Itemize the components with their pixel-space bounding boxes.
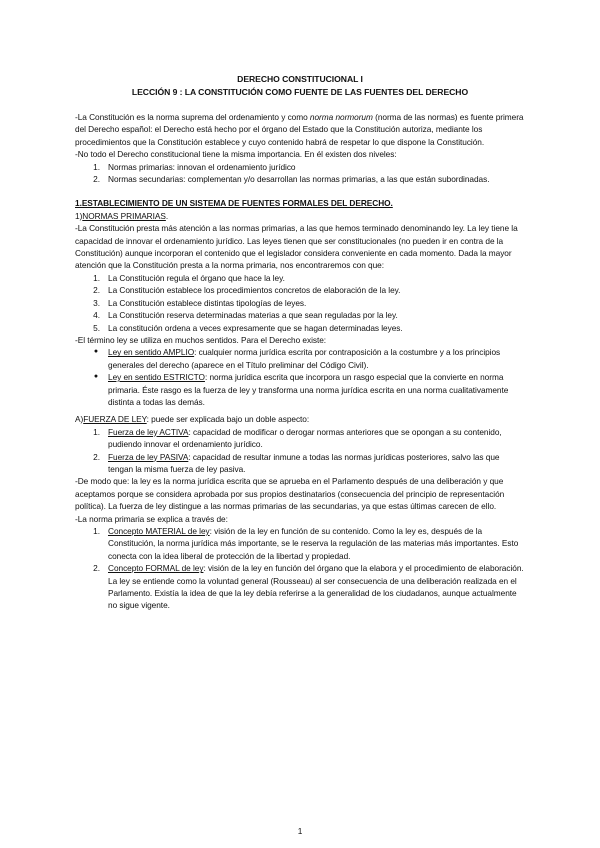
list-item: 2. Fuerza de ley PASIVA: capacidad de resultar inmune a todas las normas jurídicas posteriores, salvo las que tengan la misma fuerza de ley pasiva.: [93, 451, 500, 474]
course-title: DERECHO CONSTITUCIONAL I: [237, 74, 363, 84]
lesson-title: LECCIÓN 9 : LA CONSTITUCIÓN COMO FUENTE DE LAS FUENTES DEL DERECHO: [131, 87, 469, 97]
bullet-item: ● Ley en sentido ESTRICTO: norma jurídica escrita que incorpora un rasgo especial que la convierte en norma primaria. Éste rasgo es la fuerza de ley y transforma una norma jurídica escrita en una norma cualitativamente distinta a todas las demás.: [93, 372, 509, 407]
list-item: 2. Normas secundarias: complementan y/o desarrollan las normas primarias, a las que están subordinadas.: [93, 174, 490, 185]
bullet-item: ● Ley en sentido AMPLIO: cualquier norma jurídica escrita por contraposición a la costumbre y a los principios generales del derecho (aparece en el Título preliminar del Código Civil).: [93, 347, 501, 370]
paragraph: -El término ley se utiliza en muchos sentidos. Para el Derecho existe:: [75, 334, 327, 345]
list-item: 3. La Constitución establece distintas tipologías de leyes.: [93, 297, 307, 308]
list-item: 2. Concepto FORMAL de ley: visión de la ley en función del órgano que la elabora y el procedimiento de elaboración. La ley se entiende como la voluntad general (Rousseau) al ser consecuencia de una deliberación realizada en el Parlamento. Existía la idea de que la ley debía referirse a la generalidad de los ciudadanos, aunque actualmente no sigue vigente.: [93, 563, 524, 611]
list-item: 1. Normas primarias: innovan el ordenamiento jurídico: [93, 161, 296, 172]
list-item: 1. Concepto MATERIAL de ley: visión de la ley en función de su contenido. Como la ley es, después de la Constitución, la norma jurídica más importante, se le reserva la regulación de las materias más importantes. Esto conecta con la idea liberal de protección de la libertad y propiedad.: [93, 526, 519, 561]
paragraph: -La norma primaria se explica a través de:: [75, 513, 228, 524]
intro-levels-paragraph: -No todo el Derecho constitucional tiene la misma importancia. En él existen dos niveles:: [75, 149, 397, 160]
list-item: 1. La Constitución regula el órgano que hace la ley.: [93, 272, 285, 283]
list-item: 2. La Constitución establece los procedimientos concretos de elaboración de la ley.: [93, 285, 401, 296]
page-number: 1: [297, 826, 303, 836]
subsection-heading: 1)NORMAS PRIMARIAS.: [75, 210, 169, 221]
list-item: 4. La Constitución reserva determinadas materias a que sean reguladas por la ley.: [93, 310, 398, 321]
document-body: [75, 73, 525, 612]
paragraph: -De modo que: la ley es la norma jurídica escrita que se aprueba en el Parlamento después de una deliberación y que aceptamos porque se considera aprobada por sus propios destinatarios (consecuencia del principio de representación política). La fuerza de ley distingue a las normas primarias de las secundarias, ya que estas últimas carecen de ello.: [75, 476, 505, 512]
section-heading: 1.ESTABLECIMIENTO DE UN SISTEMA DE FUENTES FORMALES DEL DERECHO.: [75, 198, 393, 209]
subsection-heading: A)FUERZA DE LEY: puede ser explicada bajo un doble aspecto:: [75, 414, 310, 425]
intro-paragraph: -La Constitución es la norma suprema del ordenamiento y como norma normorum (norma de las normas) es fuente primera del Derecho español: el Derecho está hecho por el órgano del Estado que la Constitución autoriza, mediante los procedimientos que la Constitución establece y cuyo contenido habrá de respetar lo que dispone la Constitución.: [75, 112, 524, 147]
list-item: 1. Fuerza de ley ACTIVA: capacidad de modificar o derogar normas anteriores que se opongan a su contenido, pudiendo innovar el ordenamiento jurídico.: [93, 426, 502, 450]
list-item: 5. La constitución ordena a veces expresamente que se hagan determinadas leyes.: [93, 322, 403, 333]
paragraph: -La Constitución presta más atención a las normas primarias, a las que hemos terminado denominando ley. La ley tiene la capacidad de innovar el ordenamiento jurídico. Las leyes tienen que ser constitucionales (no pueden ir en contra de la Constitución) aunque incorporan el contenido que el legislador considera conveniente en cada momento. Dada la mayor atención que la Constitución presta a la norma primaria, nos encontraremos con que:: [75, 223, 518, 271]
